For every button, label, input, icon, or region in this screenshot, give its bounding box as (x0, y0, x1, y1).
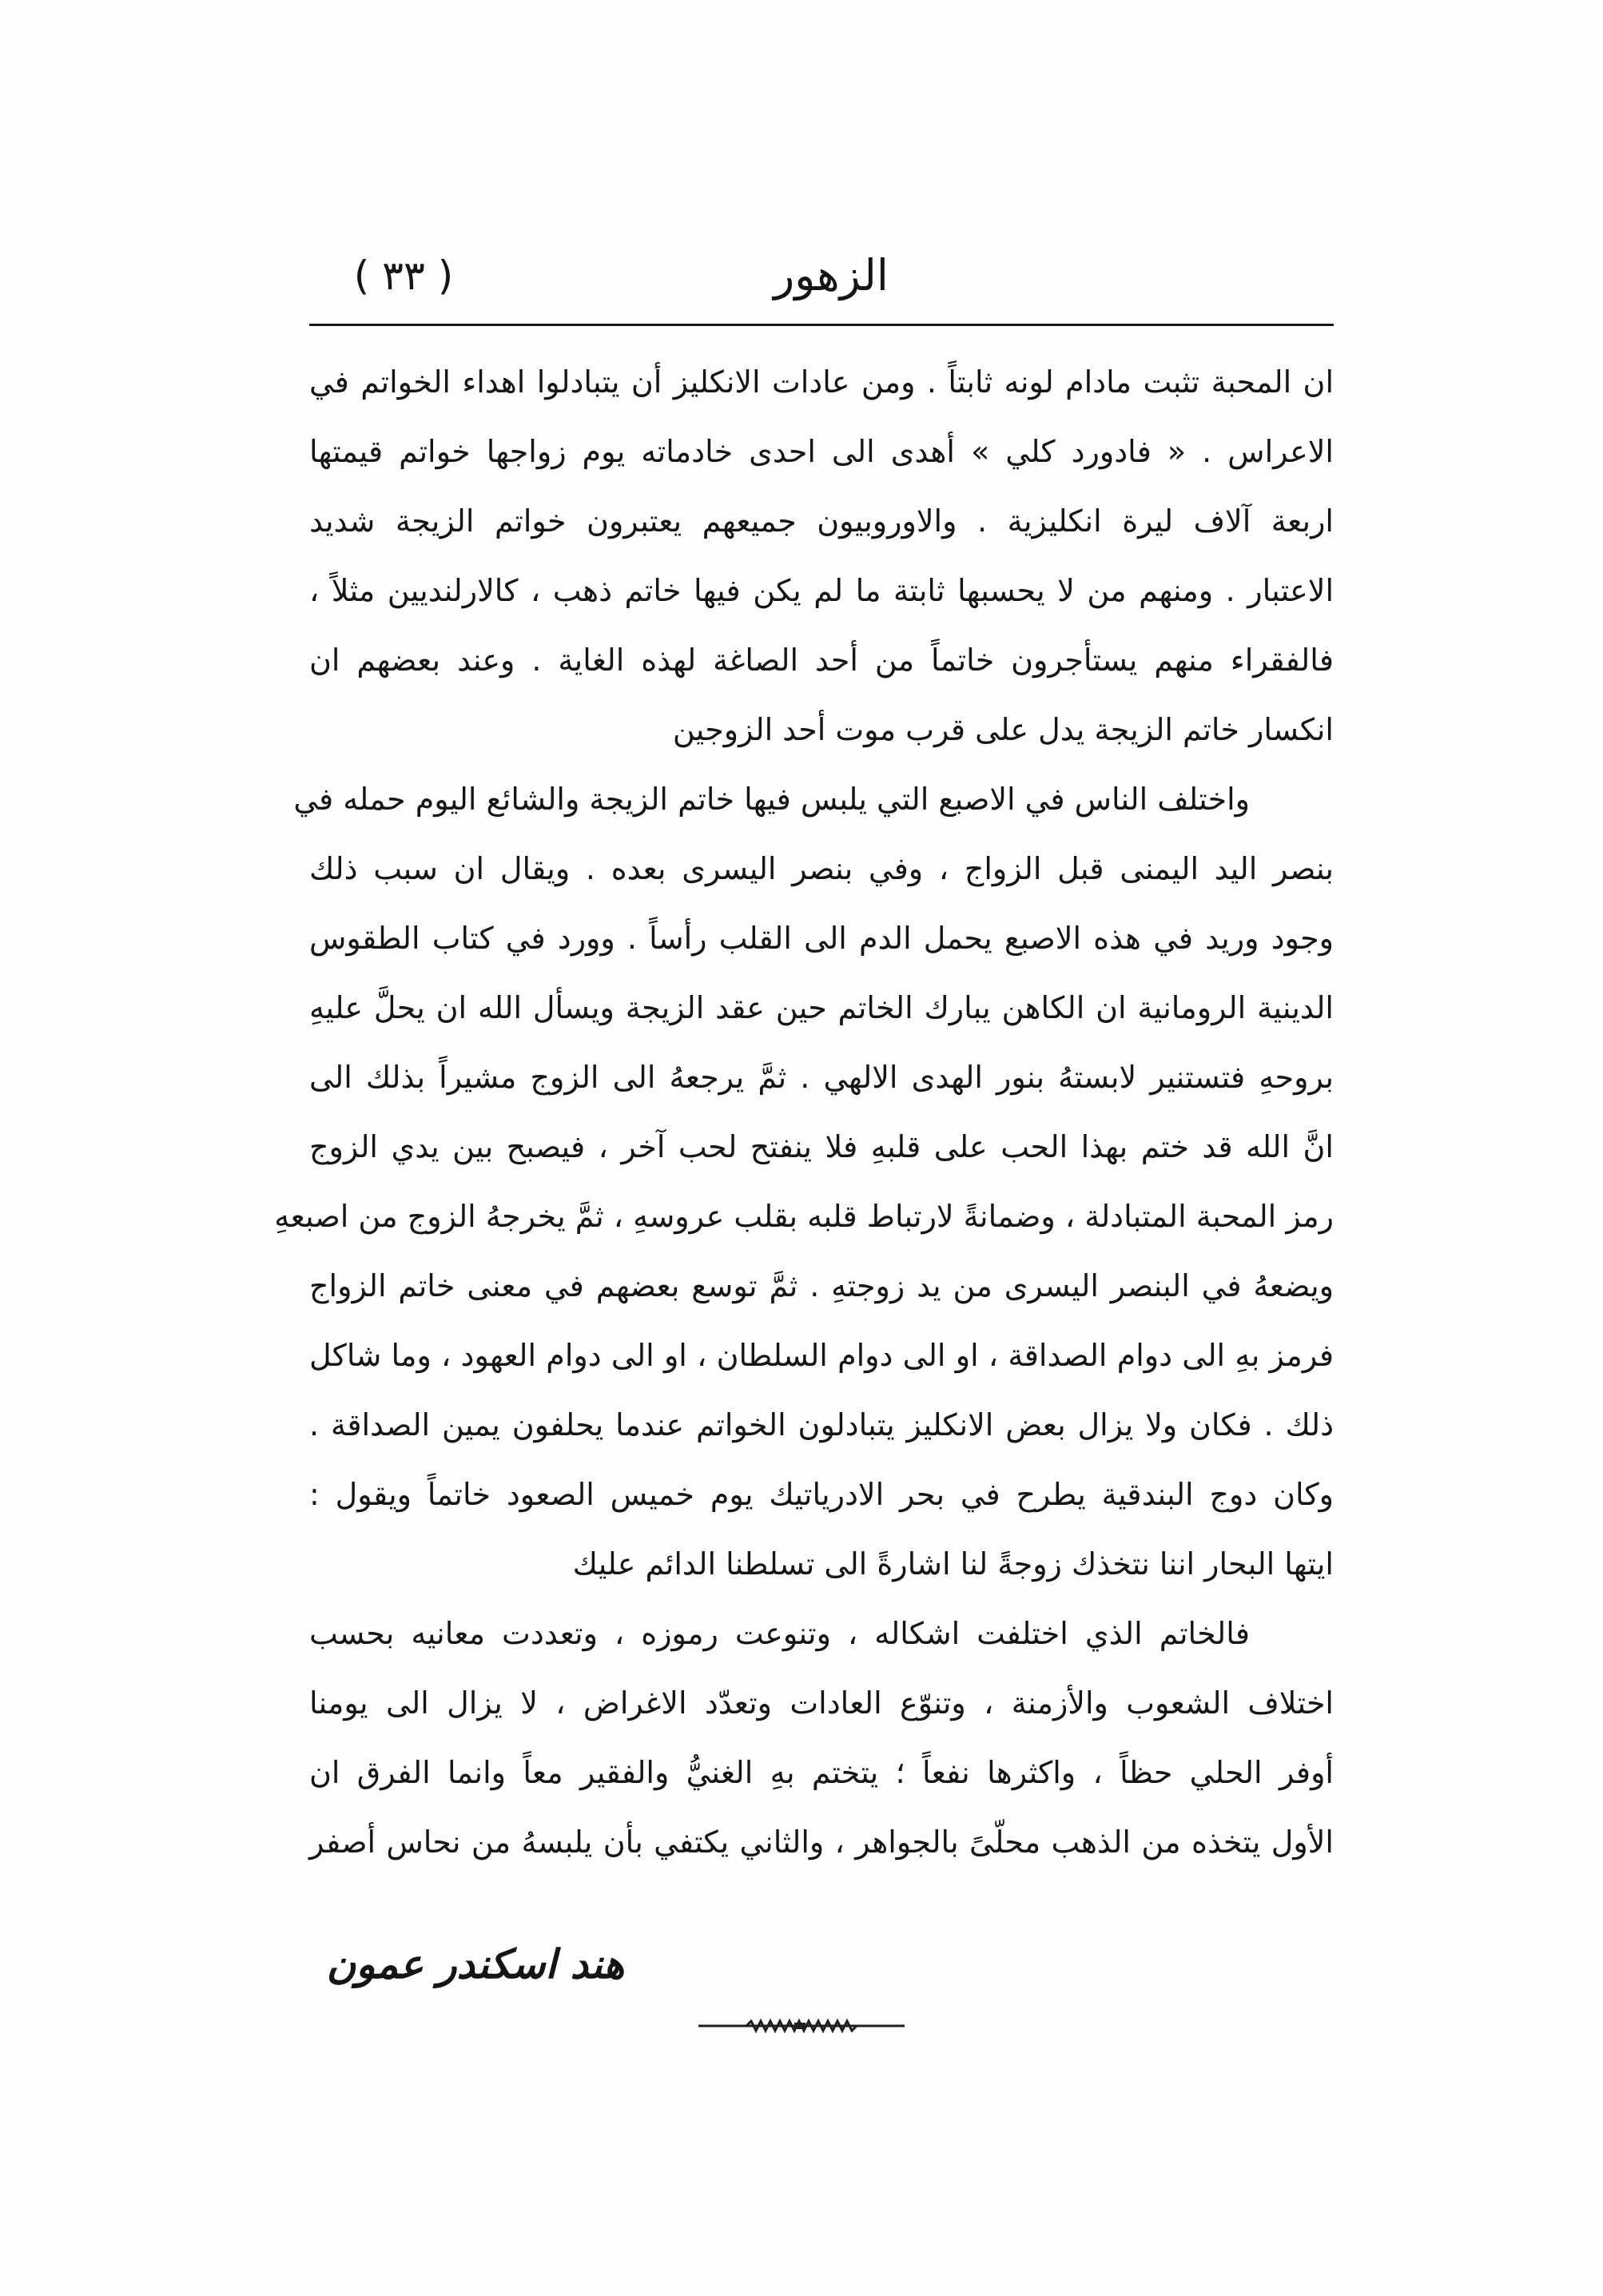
text-line: فالفقراء منهم يستأجرون خاتماً من أحد الصاغة لهذه الغاية . وعند بعضهم ان (309, 643, 1334, 678)
text-line: الأول يتخذه من الذهب محلّىً بالجواهر ، والثاني يكتفي بأن يلبسهُ من نحاس أصفر (309, 1824, 1334, 1860)
text-line: أوفر الحلي حظاً ، واكثرها نفعاً ؛ يتختم بهِ الغنيُّ والفقير معاً وانما الفرق ان (309, 1755, 1334, 1790)
author-signature: هند اسكندر عمون (326, 1941, 625, 1988)
text-line: ويضعهُ في البنصر اليسرى من يد زوجتهِ . ثمَّ توسع بعضهم في معنى خاتم الزواج (309, 1268, 1334, 1303)
text-line: اربعة آلاف ليرة انكليزية . والاوروبيون جميعهم يعتبرون خواتم الزيجة شديد (309, 503, 1334, 539)
ornament-divider (697, 2016, 906, 2035)
text-line: بروحهِ فتستنير لابستهُ بنور الهدى الالهي . ثمَّ يرجعهُ الى الزوج مشيراً بذلك الى (309, 1060, 1334, 1095)
paragraph-1 (309, 348, 1334, 765)
text-line: وكان دوج البندقية يطرح في بحر الادرياتيك يوم خميس الصعود خاتماً ويقول : (309, 1477, 1334, 1512)
paragraph-2 (274, 765, 1334, 1599)
text-line: فالخاتم الذي اختلفت اشكاله ، وتنوعت رموزه ، وتعددت معانيه بحسب (309, 1616, 1250, 1651)
text-line: ايتها البحار اننا نتخذك زوجةً لنا اشارةً الى تسلطنا الدائم عليك (572, 1546, 1334, 1582)
text-line: انكسار خاتم الزيجة يدل على قرب موت أحد الزوجين (672, 712, 1334, 747)
text-line: انَّ الله قد ختم بهذا الحب على قلبهِ فلا ينفتح لحب آخر ، فيصبح بين يدي الزوج (309, 1129, 1334, 1164)
text-line: الدينية الرومانية ان الكاهن يبارك الخاتم حين عقد الزيجة ويسأل الله ان يحلَّ عليهِ (309, 990, 1334, 1025)
text-line: الاعراس . « فادورد كلي » أهدى الى احدى خادماته يوم زواجها خواتم قيمتها (309, 434, 1334, 469)
text-line: واختلف الناس في الاصبع التي يلبس فيها خاتم الزيجة والشائع اليوم حمله في (293, 782, 1250, 817)
text-line: وجود وريد في هذه الاصبع يحمل الدم الى القلب رأساً . وورد في كتاب الطقوس (309, 921, 1334, 956)
page-number: ( ٣٣ ) (353, 253, 454, 299)
text-line: الاعتبار . ومنهم من لا يحسبها ثابتة ما لم يكن فيها خاتم ذهب ، كالارلنديين مثلاً ، (309, 573, 1334, 608)
text-line: ان المحبة تثبت مادام لونه ثابتاً . ومن عادات الانكليز أن يتبادلوا اهداء الخواتم في (309, 364, 1334, 400)
article-body (274, 348, 1334, 1877)
text-line: اختلاف الشعوب والأزمنة ، وتنوّع العادات وتعدّد الاغراض ، لا يزال الى يومنا (309, 1685, 1334, 1721)
paragraph-3 (309, 1599, 1334, 1877)
header-rule (309, 324, 1334, 326)
text-line: ذلك . فكان ولا يزال بعض الانكليز يتبادلون الخواتم عندما يحلفون يمين الصداقة . (309, 1407, 1334, 1442)
magazine-title: الزهور (774, 250, 889, 300)
text-line: بنصر اليد اليمنى قبل الزواج ، وفي بنصر اليسرى بعده . ويقال ان سبب ذلك (309, 851, 1334, 886)
text-line: فرمز بهِ الى دوام الصداقة ، او الى دوام السلطان ، او الى دوام العهود ، وما شاكل (309, 1338, 1334, 1373)
text-line: رمز المحبة المتبادلة ، وضمانةً لارتباط قلبه بقلب عروسهِ ، ثمَّ يخرجهُ الزوج من اصبعهِ (274, 1199, 1334, 1234)
